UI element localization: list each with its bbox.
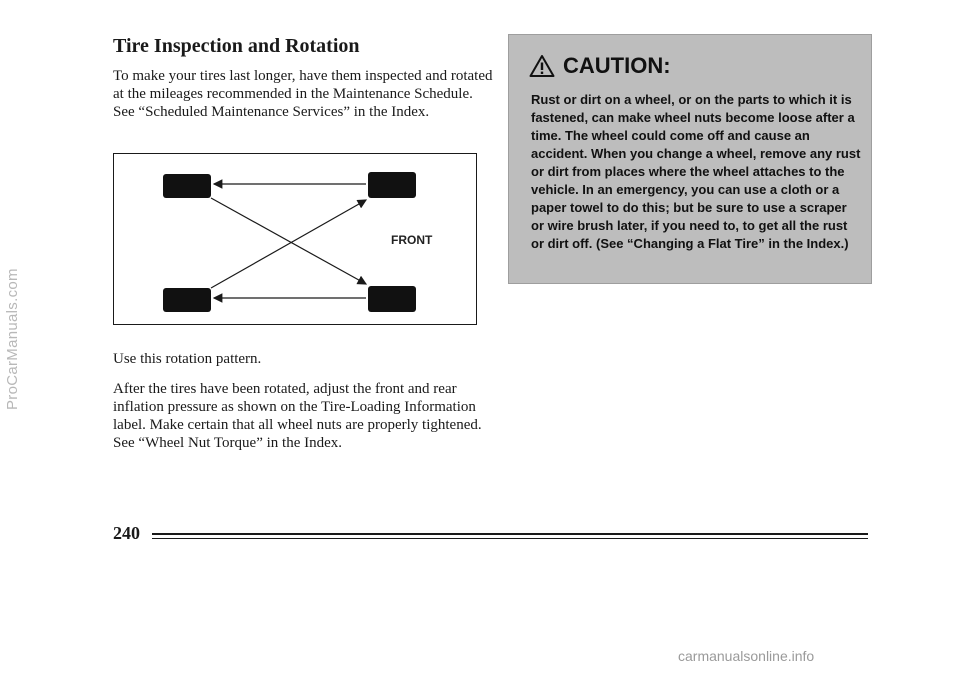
- diagram-caption: Use this rotation pattern.: [113, 351, 262, 367]
- rear-right-tire: [163, 288, 211, 312]
- rear-left-tire: [163, 174, 211, 198]
- front-right-tire: [368, 286, 416, 312]
- caution-box: [508, 34, 872, 284]
- footer-rule: [152, 533, 868, 539]
- caution-header: [529, 53, 671, 79]
- page-number: 240: [113, 523, 140, 543]
- arrow-rear-left-to-front-right: [211, 198, 366, 284]
- bottom-watermark: carmanualsonline.info: [678, 648, 815, 664]
- side-watermark: ProCarManuals.com: [4, 268, 21, 410]
- warning-triangle-icon: [529, 54, 555, 78]
- tire-rotation-diagram: [113, 153, 477, 325]
- after-rotation-paragraph: After the tires have been rotated, adjust the front and rear inflation pressure as shown on the Tire-Loading Information label. Make certain that all wheel nuts are properly tightened. See “Wheel Nut Torque” in the Index.: [113, 381, 482, 451]
- front-label: FRONT: [391, 233, 433, 247]
- arrow-rear-right-to-front-left: [211, 200, 366, 288]
- caution-text: Rust or dirt on a wheel, or on the parts to which it is fastened, can make wheel nuts become loose after a time. The wheel could come off and cause an accident. When you change a wheel, remove any rust or dirt from places where the wheel attaches to the vehicle. In an emergency, you can use a cloth or a paper towel to do this; but be sure to use a scraper or wire brush later, if you need to, to get all the rust or dirt off. (See “Changing a Flat Tire” in the Index.): [531, 92, 861, 251]
- section-heading: Tire Inspection and Rotation: [113, 35, 360, 57]
- caution-title: CAUTION:: [563, 53, 671, 78]
- front-left-tire: [368, 172, 416, 198]
- intro-paragraph: To make your tires last longer, have them inspected and rotated at the mileages recommended in the Maintenance Schedule. See “Scheduled Maintenance Services” in the Index.: [113, 68, 493, 120]
